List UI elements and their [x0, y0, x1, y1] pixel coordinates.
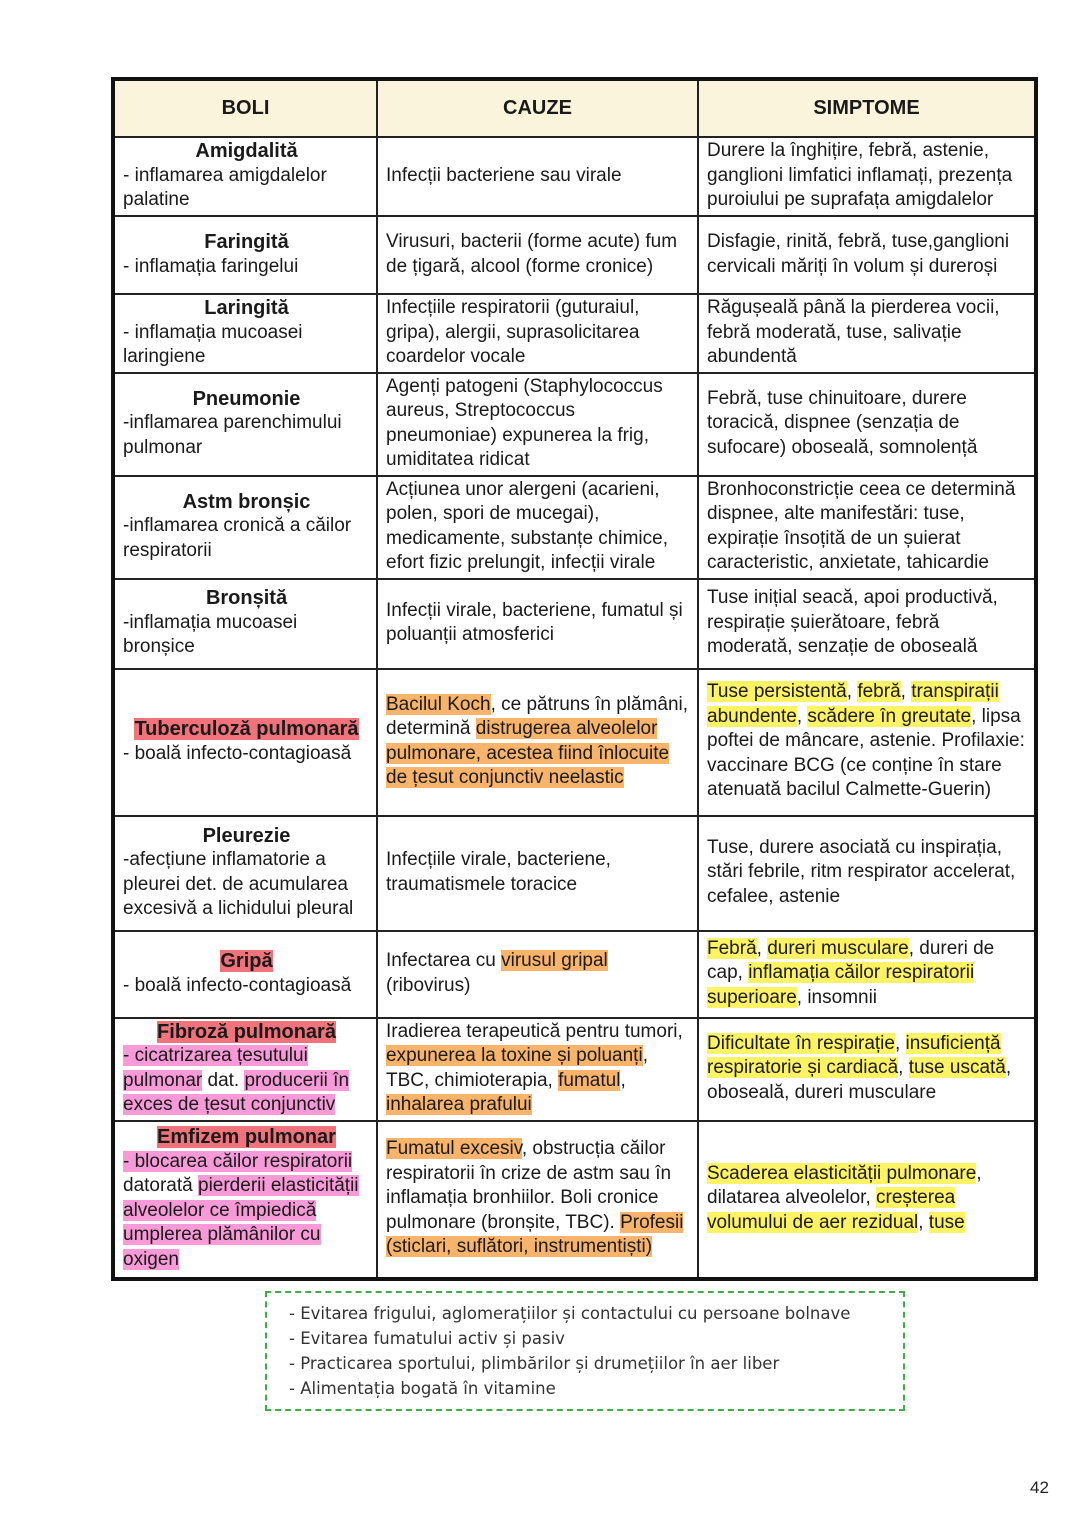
- symptoms-cell: Bronhoconstricție ceea ce determină dispnee, alte manifestări: tuse, expirație însoțită de un șuierat caracteristic, anxietate, tahicardie: [698, 476, 1036, 579]
- header-simptome: SIMPTOME: [698, 79, 1036, 137]
- table-row: [113, 669, 1036, 816]
- disease-description: - boală infecto-contagioasă: [123, 974, 352, 996]
- prevention-item: - Evitarea fumatului activ și pasiv: [289, 1329, 565, 1348]
- disease-name: Bronșită: [205, 587, 288, 610]
- disease-cell: [113, 373, 377, 476]
- page-number: 42: [1030, 1478, 1049, 1497]
- header-cauze: CAUZE: [377, 79, 698, 137]
- symptoms-cell: Febră, tuse chinuitoare, durere toracică, dispnee (senzația de sufocare) oboseală, somnolență: [698, 373, 1036, 476]
- disease-name: Faringită: [204, 231, 289, 253]
- prevention-item: - Practicarea sportului, plimbărilor și drumețiilor în aer liber: [289, 1354, 780, 1373]
- causes-cell: Infectarea cu virusul gripal (ribovirus): [377, 931, 698, 1018]
- table-row: [113, 216, 1036, 294]
- disease-cell: [113, 216, 377, 294]
- table-row: [113, 294, 1036, 373]
- causes-cell: Infecțiile respiratorii (guturaiul, gripa), alergii, suprasolicitarea coardelor vocale: [377, 294, 698, 373]
- disease-cell: [113, 476, 377, 579]
- disease-name: Emfizem pulmonar: [157, 1126, 336, 1148]
- disease-description: - boală infecto-contagioasă: [123, 742, 352, 764]
- causes-cell: Infecțiile virale, bacteriene, traumatismele toracice: [377, 816, 698, 931]
- table-row: [113, 1018, 1036, 1121]
- disease-name: Tuberculoză pulmonară: [134, 718, 359, 740]
- table-row: [113, 816, 1036, 931]
- causes-cell: Iradierea terapeutică pentru tumori, expunerea la toxine și poluanți, TBC, chimioterapia, fumatul, inhalarea prafului: [377, 1018, 698, 1121]
- causes-cell: Fumatul excesiv, obstrucția căilor respiratorii în crize de astm sau în inflamația bronhiilor. Boli cronice pulmonare (bronșite, TBC). Profesii (sticlari, suflători, instrumentiști): [377, 1121, 698, 1279]
- disease-cell: [113, 294, 377, 373]
- disease-description: -afecțiune inflamatorie a pleurei det. de acumularea excesivă a lichidului pleural: [123, 849, 354, 919]
- symptoms-cell: Tuse, durere asociată cu inspirația, stări febrile, ritm respirator accelerat, cefalee, astenie: [698, 816, 1036, 931]
- symptoms-cell: Răgușeală până la pierderea vocii, febră moderată, tuse, salivație abundentă: [698, 294, 1036, 373]
- disease-name: Pneumonie: [192, 387, 301, 410]
- symptoms-cell: Dificultate în respirație, insuficiență respiratorie și cardiacă, tuse uscată, oboseală, dureri musculare: [698, 1018, 1036, 1121]
- table-row: [113, 476, 1036, 579]
- disease-description: -inflamarea cronică a căilor respiratorii: [123, 515, 352, 561]
- disease-description: - blocarea căilor respiratorii datorată pierderii elasticității alveolelor ce împiedică umplerea plămânilor cu oxigen: [123, 1150, 359, 1270]
- disease-cell: [113, 579, 377, 669]
- prevention-item: - Alimentația bogată în vitamine: [289, 1379, 556, 1398]
- causes-cell: Agenți patogeni (Staphylococcus aureus, Streptococcus pneumoniae) expunerea la frig, umiditatea ridicat: [377, 373, 698, 476]
- disease-cell: [113, 1121, 377, 1279]
- causes-cell: Bacilul Koch, ce pătruns în plămâni, determină distrugerea alveolelor pulmonare, acestea fiind înlocuite de țesut conjunctiv neelastic: [377, 669, 698, 816]
- causes-cell: Acțiunea unor alergeni (acarieni, polen, spori de mucegai), medicamente, substanțe chimice, efort fizic prelungit, infecții virale: [377, 476, 698, 579]
- symptoms-cell: Durere la înghițire, febră, astenie, ganglioni limfatici inflamați, prezența puroiului pe suprafața amigdalelor: [698, 137, 1036, 216]
- disease-cell: [113, 931, 377, 1018]
- disease-name: Pleurezie: [202, 824, 291, 847]
- disease-description: - inflamația faringelui: [123, 255, 299, 277]
- disease-cell: [113, 816, 377, 931]
- disease-name: Laringită: [204, 297, 289, 319]
- disease-cell: [113, 137, 377, 216]
- disease-cell: [113, 1018, 377, 1121]
- causes-cell: Infecții virale, bacteriene, fumatul și poluanții atmosferici: [377, 579, 698, 669]
- symptoms-cell: Scaderea elasticității pulmonare, dilatarea alveolelor, creșterea volumului de aer rezidual, tuse: [698, 1121, 1036, 1279]
- diseases-table: [111, 77, 1038, 1281]
- disease-description: -inflamarea parenchimului pulmonar: [123, 412, 342, 458]
- disease-description: - cicatrizarea țesutului pulmonar dat. producerii în exces de țesut conjunctiv: [123, 1045, 350, 1115]
- disease-name: Astm bronșic: [182, 490, 311, 513]
- symptoms-cell: Tuse persistentă, febră, transpirații abundente, scădere în greutate, lipsa poftei de mâncare, astenie. Profilaxie: vaccinare BCG (ce conține în stare atenuată bacilul Calmette-Guerin): [698, 669, 1036, 816]
- disease-name: Fibroză pulmonară: [157, 1020, 336, 1043]
- prevention-item: - Evitarea frigului, aglomerațiilor și contactului cu persoane bolnave: [289, 1304, 851, 1323]
- table-row: [113, 579, 1036, 669]
- prevention-box: [265, 1291, 905, 1411]
- disease-description: -inflamația mucoasei bronșice: [123, 611, 298, 658]
- disease-name: Gripă: [220, 950, 273, 972]
- disease-name: Amigdalită: [195, 140, 298, 163]
- disease-cell: [113, 669, 377, 816]
- causes-cell: Virusuri, bacterii (forme acute) fum de țigară, alcool (forme cronice): [377, 216, 698, 294]
- table-row: [113, 931, 1036, 1018]
- header-boli: BOLI: [113, 79, 377, 137]
- symptoms-cell: Disfagie, rinită, febră, tuse,ganglioni cervicali măriți în volum și dureroși: [698, 216, 1036, 294]
- table-row: [113, 137, 1036, 216]
- table-row: [113, 1121, 1036, 1279]
- disease-description: - inflamarea amigdalelor palatine: [123, 164, 327, 211]
- table-header-row: [113, 79, 1036, 137]
- symptoms-cell: Febră, dureri musculare, dureri de cap, inflamația căilor respiratorii superioare, insomnii: [698, 931, 1036, 1018]
- causes-cell: Infecții bacteriene sau virale: [377, 137, 698, 216]
- disease-description: - inflamația mucoasei laringiene: [123, 321, 303, 367]
- symptoms-cell: Tuse inițial seacă, apoi productivă, respirație șuierătoare, febră moderată, senzație de oboseală: [698, 579, 1036, 669]
- table-row: [113, 373, 1036, 476]
